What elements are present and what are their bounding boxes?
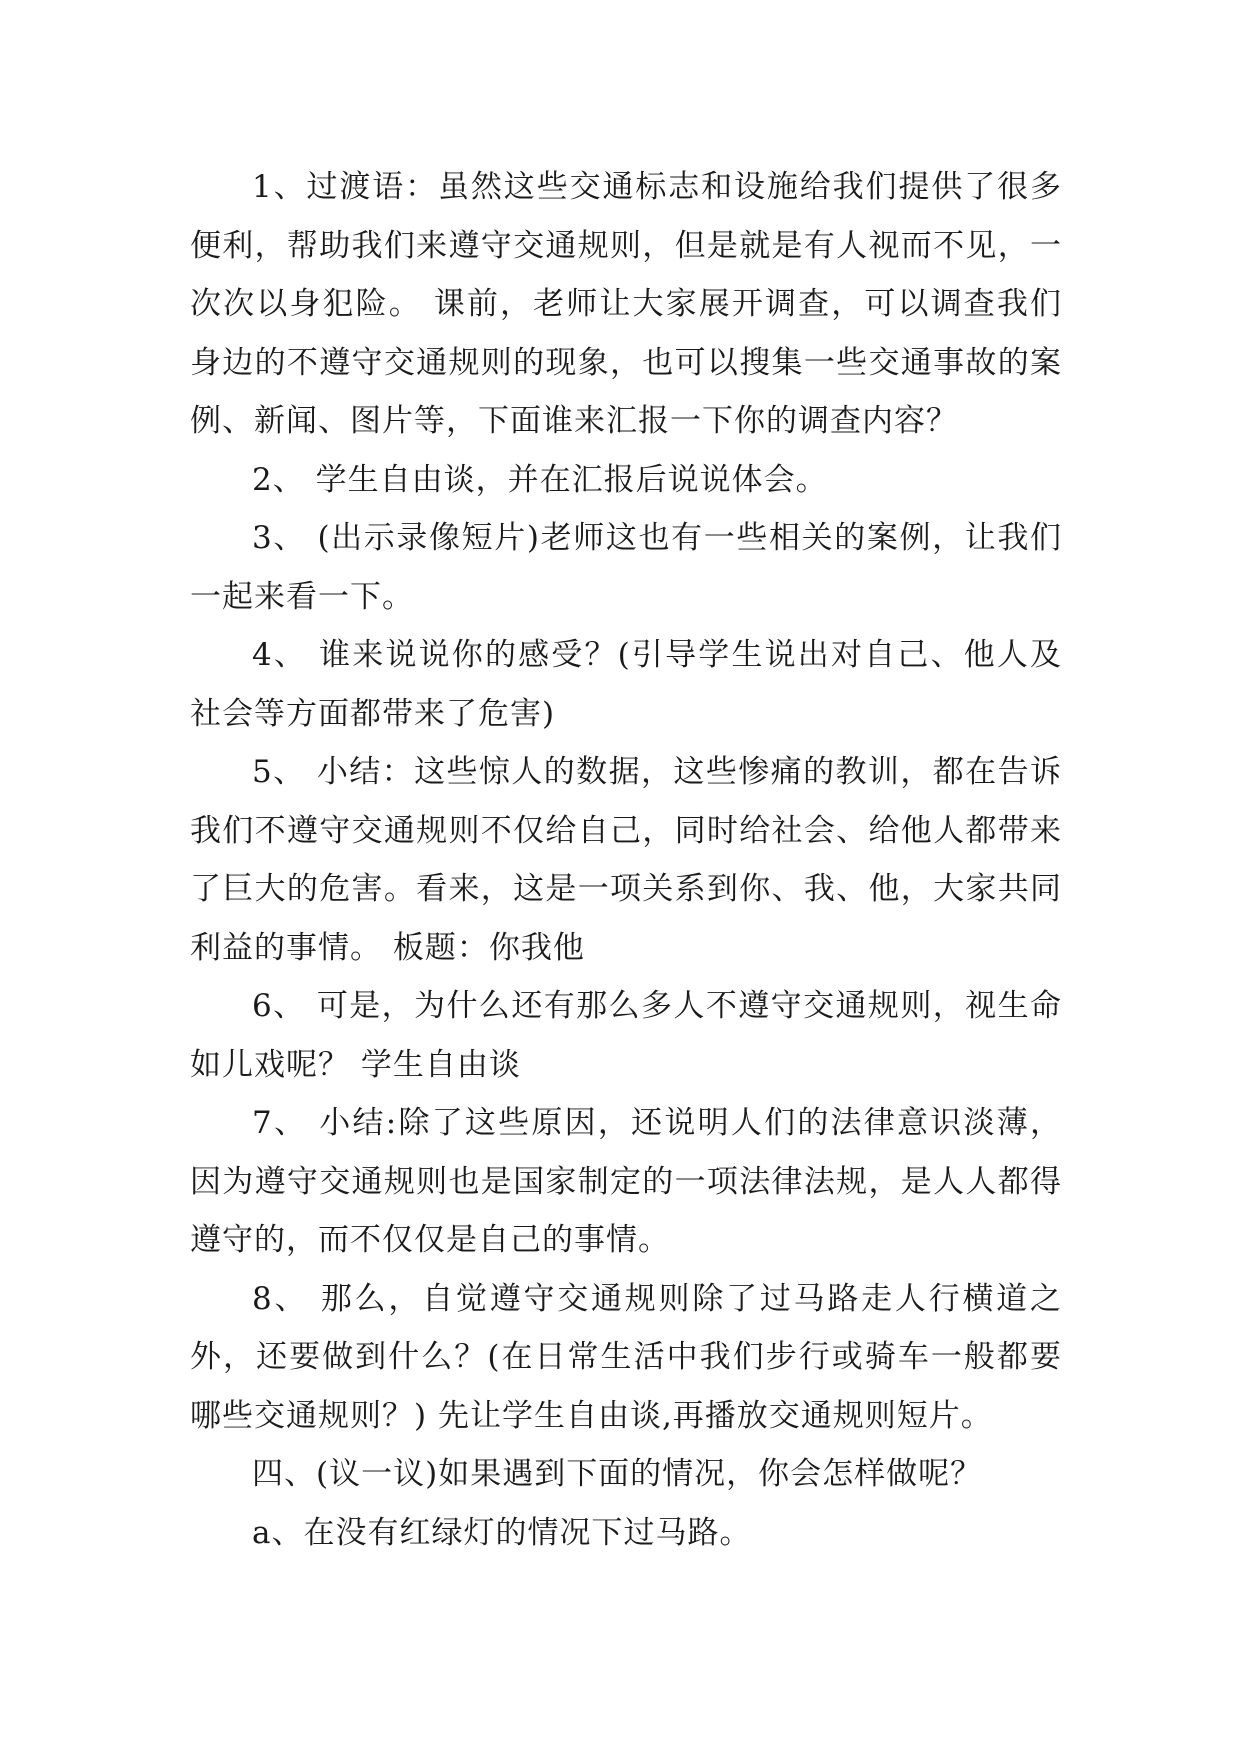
document-body: [190, 158, 1062, 1562]
paragraph-transition: 1、过渡语：虽然这些交通标志和设施给我们提供了很多便利，帮助我们来遵守交通规则，但是就是有人视而不见，一次次以身犯险。 课前，老师让大家展开调查，可以调查我们身边的不遵守交通规则的现象，也可以搜集一些交通事故的案例、新闻、图片等，下面谁来汇报一下你的调查内容？: [190, 169, 1062, 439]
paragraph-step-3: 3、 (出示录像短片)老师这也有一些相关的案例，让我们一起来看一下。: [190, 520, 1062, 615]
paragraph-step-6: 6、 可是，为什么还有那么多人不遵守交通规则，视生命如儿戏呢？ 学生自由谈: [190, 988, 1062, 1083]
paragraph-section-four: 四、(议一议)如果遇到下面的情况，你会怎样做呢？: [252, 1456, 983, 1492]
paragraph-step-2: 2、 学生自由谈，并在汇报后说说体会。: [252, 461, 828, 498]
paragraph-step-4: 4、 谁来说说你的感受？(引导学生说出对自己、他人及社会等方面都带来了危害): [190, 637, 1062, 732]
paragraph-step-5: 5、 小结：这些惊人的数据，这些惨痛的教训，都在告诉我们不遵守交通规则不仅给自己，同时给社会、给他人都带来了巨大的危害。看来，这是一项关系到你、我、他，大家共同利益的事情。 板题：你我他: [190, 754, 1062, 966]
paragraph-item-a: a、在没有红绿灯的情况下过马路。: [252, 1514, 752, 1551]
paragraph-step-7: 7、 小结:除了这些原因，还说明人们的法律意识淡薄，因为遵守交通规则也是国家制定的一项法律法规，是人人都得遵守的，而不仅仅是自己的事情。: [190, 1105, 1062, 1258]
paragraph-step-8: 8、 那么，自觉遵守交通规则除了过马路走人行横道之外，还要做到什么？(在日常生活中我们步行或骑车一般都要哪些交通规则？) 先让学生自由谈,再播放交通规则短片。: [190, 1280, 1062, 1434]
